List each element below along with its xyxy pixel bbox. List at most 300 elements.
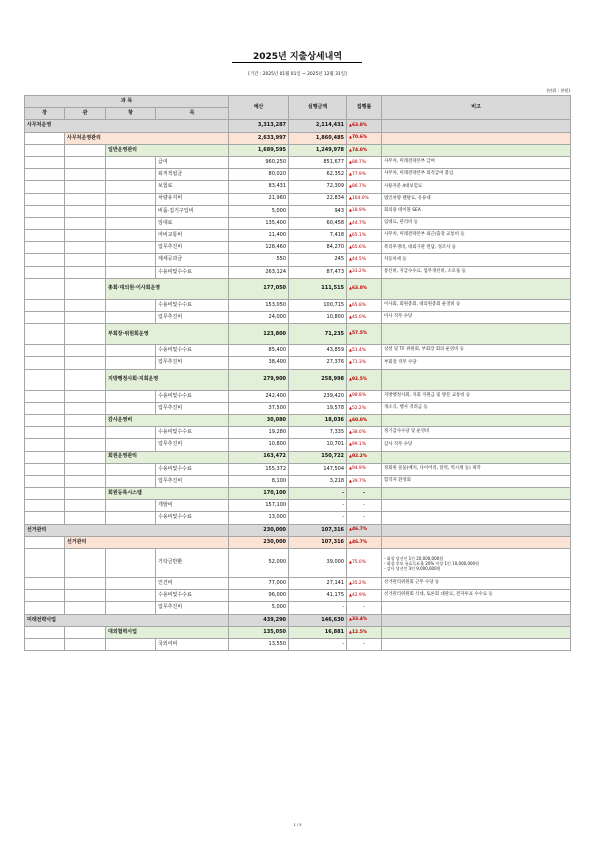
row-label: 기탁금반환 [156, 549, 229, 578]
table-row [25, 193, 571, 205]
spent-cell: 72,309 [289, 181, 347, 193]
note-cell: 이사회, 회원총회, 대의원총회 운영비 등 [382, 299, 571, 311]
indent-cell [65, 427, 106, 439]
title-underline [232, 62, 362, 63]
rate-value: ▲ 71.3% [349, 360, 366, 365]
spent-cell: 245 [289, 254, 347, 266]
indent-cell [65, 414, 106, 426]
indent-cell [106, 181, 156, 193]
spent-cell: 2,114,431 [289, 120, 347, 132]
note-cell: 선거관리위원회 식대, 토론회 대관료, 전자투표 수수료 등 [382, 590, 571, 602]
rate-value: - [363, 640, 365, 647]
indent-cell [106, 169, 156, 181]
table-row [25, 266, 571, 278]
note-cell: 지방행정사회, 지회 지원금 및 방문 교통비 등 [382, 390, 571, 402]
indent-cell [25, 500, 65, 512]
row-label: 제세공과금 [156, 254, 229, 266]
indent-cell [65, 230, 106, 242]
note-cell: 복리후생비, 대외기관 면담, 경조사 등 [382, 242, 571, 254]
row-label: 업무추진비 [156, 242, 229, 254]
indent-cell [106, 230, 156, 242]
budget-cell: 170,100 [229, 488, 289, 500]
indent-cell [25, 266, 65, 278]
rate-cell [347, 475, 382, 487]
note-cell [382, 451, 571, 463]
indent-cell [106, 590, 156, 602]
indent-cell [25, 193, 65, 205]
budget-cell: 263,124 [229, 266, 289, 278]
indent-cell [106, 602, 156, 614]
indent-cell [65, 451, 106, 463]
indent-cell [65, 299, 106, 311]
indent-cell [65, 390, 106, 402]
indent-cell [106, 205, 156, 217]
indent-cell [25, 369, 65, 390]
note-cell: 정회원 물품(배지, 다이어리, 달력, 벽시계 등) 제작 [382, 463, 571, 475]
table-row [25, 638, 571, 650]
spent-cell: 111,515 [289, 278, 347, 299]
header-gwan: 관 [65, 108, 106, 120]
rate-value: ▲ 94.9% [349, 466, 366, 471]
indent-cell [106, 439, 156, 451]
budget-cell: 3,313,287 [229, 120, 289, 132]
spent-cell: 146,630 [289, 614, 347, 626]
row-label: 임대료 [156, 217, 229, 229]
note-cell [382, 120, 571, 132]
rate-value: ▲ 46.7% [349, 540, 367, 545]
table-row [25, 590, 571, 602]
indent-cell [65, 169, 106, 181]
note-cell [382, 524, 571, 536]
indent-cell [25, 638, 65, 650]
budget-cell: 5,000 [229, 602, 289, 614]
indent-cell [106, 402, 156, 414]
budget-cell: 37,500 [229, 402, 289, 414]
indent-cell [65, 242, 106, 254]
spent-cell: 39,000 [289, 549, 347, 578]
indent-cell [65, 181, 106, 193]
budget-cell: 230,000 [229, 524, 289, 536]
note-cell [382, 144, 571, 156]
rate-value: ▲ 98.8% [349, 393, 366, 398]
budget-cell: 163,472 [229, 451, 289, 463]
indent-cell [65, 402, 106, 414]
expense-table [24, 95, 571, 651]
rate-value: ▲ 104.0% [349, 196, 369, 201]
note-cell: 부회장 직무 수당 [382, 357, 571, 369]
indent-cell [25, 217, 65, 229]
row-label: 수용비및수수료 [156, 266, 229, 278]
table-row [25, 217, 571, 229]
rate-value: ▲ 88.7% [349, 160, 366, 165]
indent-cell [25, 181, 65, 193]
row-label: 업무추진비 [156, 357, 229, 369]
expense-table-body [25, 120, 571, 651]
budget-cell: 1,689,595 [229, 144, 289, 156]
row-label: 보험료 [156, 181, 229, 193]
row-label: 선거관리 [25, 524, 229, 536]
spent-cell: 19,578 [289, 402, 347, 414]
spent-cell: 18,036 [289, 414, 347, 426]
rate-cell [347, 345, 382, 357]
rate-value: ▲ 42.9% [349, 593, 366, 598]
rate-value: ▲ 46.7% [349, 527, 367, 532]
indent-cell [25, 390, 65, 402]
rate-value: ▲ 52.2% [349, 406, 366, 411]
budget-cell: 439,290 [229, 614, 289, 626]
note-cell: 이사 직무 수당 [382, 312, 571, 324]
header-budget: 예산 [229, 96, 289, 120]
table-row [25, 614, 571, 626]
spent-cell: - [289, 488, 347, 500]
rate-cell [347, 132, 382, 144]
table-row [25, 278, 571, 299]
rate-value: ▲ 63.0% [349, 286, 367, 291]
rate-cell [347, 254, 382, 266]
budget-cell: 242,400 [229, 390, 289, 402]
rate-cell [347, 626, 382, 638]
header-rate: 집행률 [347, 96, 382, 120]
rate-cell [347, 193, 382, 205]
note-cell: 개소식, 행사 격려금 등 [382, 402, 571, 414]
indent-cell [25, 312, 65, 324]
rate-value: ▲ 44.5% [349, 257, 366, 262]
table-row [25, 345, 571, 357]
note-cell: 감사 직무 수당 [382, 439, 571, 451]
budget-cell: 13,000 [229, 512, 289, 524]
table-row [25, 578, 571, 590]
table-row [25, 439, 571, 451]
indent-cell [25, 345, 65, 357]
budget-cell: 279,900 [229, 369, 289, 390]
rate-value: ▲ 18.9% [349, 208, 366, 213]
budget-cell: 135,050 [229, 626, 289, 638]
note-cell [382, 132, 571, 144]
indent-cell [106, 357, 156, 369]
rate-cell [347, 324, 382, 345]
spent-cell: 71,235 [289, 324, 347, 345]
row-label: 수용비및수수료 [156, 590, 229, 602]
table-row [25, 299, 571, 311]
budget-cell: 77,000 [229, 578, 289, 590]
spent-cell: 27,376 [289, 357, 347, 369]
header-subject: 과 목 [25, 96, 229, 108]
spent-cell: 943 [289, 205, 347, 217]
row-label: 개발비 [156, 500, 229, 512]
row-label: 수용비및수수료 [156, 345, 229, 357]
table-row [25, 549, 571, 578]
budget-cell: 550 [229, 254, 289, 266]
rate-cell [347, 169, 382, 181]
indent-cell [25, 451, 65, 463]
note-cell [382, 488, 571, 500]
budget-cell: 21,960 [229, 193, 289, 205]
note-cell [382, 278, 571, 299]
rate-cell [347, 299, 382, 311]
rate-cell [347, 181, 382, 193]
rate-cell [347, 369, 382, 390]
rate-value: ▲ 65.1% [349, 233, 366, 238]
note-cell [382, 536, 571, 548]
budget-cell: 11,400 [229, 230, 289, 242]
indent-cell [65, 475, 106, 487]
spent-cell: 84,270 [289, 242, 347, 254]
table-row [25, 463, 571, 475]
rate-cell [347, 205, 382, 217]
indent-cell [65, 602, 106, 614]
note-cell: 회의용 테이블 SEA [382, 205, 571, 217]
budget-cell: 52,000 [229, 549, 289, 578]
spent-cell: 100,715 [289, 299, 347, 311]
rate-cell [347, 144, 382, 156]
indent-cell [65, 463, 106, 475]
note-cell: 정기감사수당 및 운영비 [382, 427, 571, 439]
row-label: 수용비및수수료 [156, 463, 229, 475]
rate-value: ▲ 65.6% [349, 245, 366, 250]
spent-cell: 258,998 [289, 369, 347, 390]
rate-cell [347, 439, 382, 451]
spent-cell: 107,316 [289, 524, 347, 536]
spent-cell: 7,335 [289, 427, 347, 439]
indent-cell [106, 500, 156, 512]
rate-cell [347, 524, 382, 536]
table-row [25, 451, 571, 463]
budget-cell: 128,460 [229, 242, 289, 254]
budget-cell: 85,400 [229, 345, 289, 357]
budget-cell: 960,250 [229, 156, 289, 168]
row-label: 감사운영비 [106, 414, 229, 426]
rate-cell [347, 614, 382, 626]
header-row-1 [25, 96, 571, 108]
indent-cell [25, 156, 65, 168]
indent-cell [25, 402, 65, 414]
row-label: 업무추진비 [156, 312, 229, 324]
indent-cell [65, 254, 106, 266]
indent-cell [25, 132, 65, 144]
table-row [25, 427, 571, 439]
spent-cell: 107,316 [289, 536, 347, 548]
table-row [25, 132, 571, 144]
rate-cell [347, 278, 382, 299]
rate-value: ▲ 86.7% [349, 184, 366, 189]
table-row [25, 254, 571, 266]
budget-cell: 96,000 [229, 590, 289, 602]
row-label: 수용비및수수료 [156, 390, 229, 402]
spent-cell: 7,418 [289, 230, 347, 242]
indent-cell [106, 512, 156, 524]
rate-cell [347, 488, 382, 500]
rate-cell [347, 427, 382, 439]
budget-cell: 153,050 [229, 299, 289, 311]
spent-cell: 150,722 [289, 451, 347, 463]
row-label: 여비교통비 [156, 230, 229, 242]
rate-value: ▲ 33.4% [349, 617, 367, 622]
table-row [25, 357, 571, 369]
indent-cell [106, 475, 156, 487]
row-label: 차량유지비 [156, 193, 229, 205]
note-cell: 사무처, 미래전략본부 퇴직급여 불입 [382, 169, 571, 181]
budget-cell: 24,000 [229, 312, 289, 324]
budget-cell: 30,080 [229, 414, 289, 426]
period-range: [기간 : 2025년 01월 01일 ~ 2025년 12월 31일] [248, 72, 347, 77]
note-cell: 임대료, 관리비 등 [382, 217, 571, 229]
note-cell [382, 500, 571, 512]
budget-cell: 38,400 [229, 357, 289, 369]
spent-cell: - [289, 500, 347, 512]
note-cell: 합격자 환영회 [382, 475, 571, 487]
rate-value: ▲ 33.2% [349, 269, 366, 274]
budget-cell: 230,000 [229, 536, 289, 548]
table-row [25, 512, 571, 524]
spent-cell: 22,834 [289, 193, 347, 205]
note-line: - 회장 후보 유효득표율 20% 이상 1인 10,000,000원 [384, 560, 479, 566]
indent-cell [106, 193, 156, 205]
rate-value: ▲ 44.7% [349, 221, 366, 226]
rate-cell [347, 230, 382, 242]
note-cell: 법인차량 렌탈료, 유류대 [382, 193, 571, 205]
indent-cell [25, 205, 65, 217]
header-mok: 목 [156, 108, 229, 120]
indent-cell [65, 205, 106, 217]
rate-value: - [363, 514, 365, 521]
note-cell [382, 414, 571, 426]
table-row [25, 626, 571, 638]
header-spent: 실행금액 [289, 96, 347, 120]
indent-cell [106, 299, 156, 311]
spent-cell: - [289, 602, 347, 614]
rate-value: - [363, 502, 365, 509]
rate-value: ▲ 12.5% [349, 630, 367, 635]
table-row [25, 181, 571, 193]
rate-value: ▲ 60.0% [349, 418, 367, 423]
indent-cell [106, 254, 156, 266]
indent-cell [106, 390, 156, 402]
spent-cell: 147,504 [289, 463, 347, 475]
note-cell [382, 638, 571, 650]
spent-cell: 1,860,485 [289, 132, 347, 144]
indent-cell [25, 357, 65, 369]
spent-cell: 851,677 [289, 156, 347, 168]
indent-cell [25, 414, 65, 426]
spent-cell: 239,420 [289, 390, 347, 402]
spent-cell: - [289, 512, 347, 524]
rate-value: ▲ 63.8% [349, 123, 367, 128]
indent-cell [65, 266, 106, 278]
indent-cell [65, 278, 106, 299]
budget-cell: 2,633,997 [229, 132, 289, 144]
spent-cell: 43,859 [289, 345, 347, 357]
note-cell [382, 549, 571, 578]
rate-value: ▲ 38.0% [349, 430, 366, 435]
indent-cell [106, 463, 156, 475]
rate-value: ▲ 99.1% [349, 442, 366, 447]
indent-cell [65, 144, 106, 156]
budget-cell: 135,400 [229, 217, 289, 229]
spent-cell: 60,458 [289, 217, 347, 229]
indent-cell [65, 369, 106, 390]
rate-cell [347, 451, 382, 463]
rate-cell [347, 602, 382, 614]
row-label: 수용비및수수료 [156, 427, 229, 439]
indent-cell [65, 578, 106, 590]
note-cell [382, 512, 571, 524]
indent-cell [25, 488, 65, 500]
table-row [25, 144, 571, 156]
indent-cell [65, 512, 106, 524]
rate-value: ▲ 45.0% [349, 315, 366, 320]
rate-cell [347, 578, 382, 590]
rate-cell [347, 590, 382, 602]
indent-cell [106, 638, 156, 650]
row-label: 선거관리 [65, 536, 229, 548]
note-cell [382, 602, 571, 614]
row-label: 부회장·위원회운영 [106, 324, 229, 345]
indent-cell [65, 357, 106, 369]
rate-cell [347, 266, 382, 278]
budget-cell: 157,100 [229, 500, 289, 512]
budget-cell: 5,000 [229, 205, 289, 217]
rate-cell [347, 242, 382, 254]
indent-cell [65, 590, 106, 602]
rate-value: - [363, 604, 365, 611]
row-label: 국외여비 [156, 638, 229, 650]
table-row [25, 414, 571, 426]
rate-cell [347, 357, 382, 369]
rate-cell [347, 549, 382, 578]
budget-cell: 123,800 [229, 324, 289, 345]
rate-cell [347, 312, 382, 324]
table-row [25, 169, 571, 181]
row-label: 비품·집기구입비 [156, 205, 229, 217]
rate-cell [347, 414, 382, 426]
page-number: 1 / 5 [293, 823, 302, 827]
note-cell: 선거관리위원회 근무 수당 등 [382, 578, 571, 590]
spent-cell: 3,218 [289, 475, 347, 487]
spent-cell: 1,249,978 [289, 144, 347, 156]
indent-cell [65, 217, 106, 229]
indent-cell [25, 169, 65, 181]
budget-cell: 8,100 [229, 475, 289, 487]
header-jang: 장 [25, 108, 65, 120]
indent-cell [25, 536, 65, 548]
indent-cell [65, 488, 106, 500]
row-label: 미래전략사업 [25, 614, 229, 626]
table-row [25, 475, 571, 487]
rate-value: ▲ 77.9% [349, 172, 366, 177]
rate-value: ▲ 65.8% [349, 303, 366, 308]
indent-cell [65, 638, 106, 650]
rate-cell [347, 463, 382, 475]
indent-cell [65, 626, 106, 638]
indent-cell [106, 156, 156, 168]
indent-cell [25, 626, 65, 638]
rate-cell [347, 217, 382, 229]
note-cell [382, 324, 571, 345]
rate-value: ▲ 51.4% [349, 348, 366, 353]
note-cell: 사용자분 4대보험료 [382, 181, 571, 193]
indent-cell [65, 324, 106, 345]
indent-cell [65, 193, 106, 205]
budget-cell: 155,372 [229, 463, 289, 475]
budget-cell: 19,280 [229, 427, 289, 439]
indent-cell [25, 512, 65, 524]
spent-cell: 10,701 [289, 439, 347, 451]
spent-cell: 62,352 [289, 169, 347, 181]
indent-cell [106, 312, 156, 324]
spent-cell: 10,800 [289, 312, 347, 324]
row-label: 대외협력사업 [106, 626, 229, 638]
row-label: 인건비 [156, 578, 229, 590]
